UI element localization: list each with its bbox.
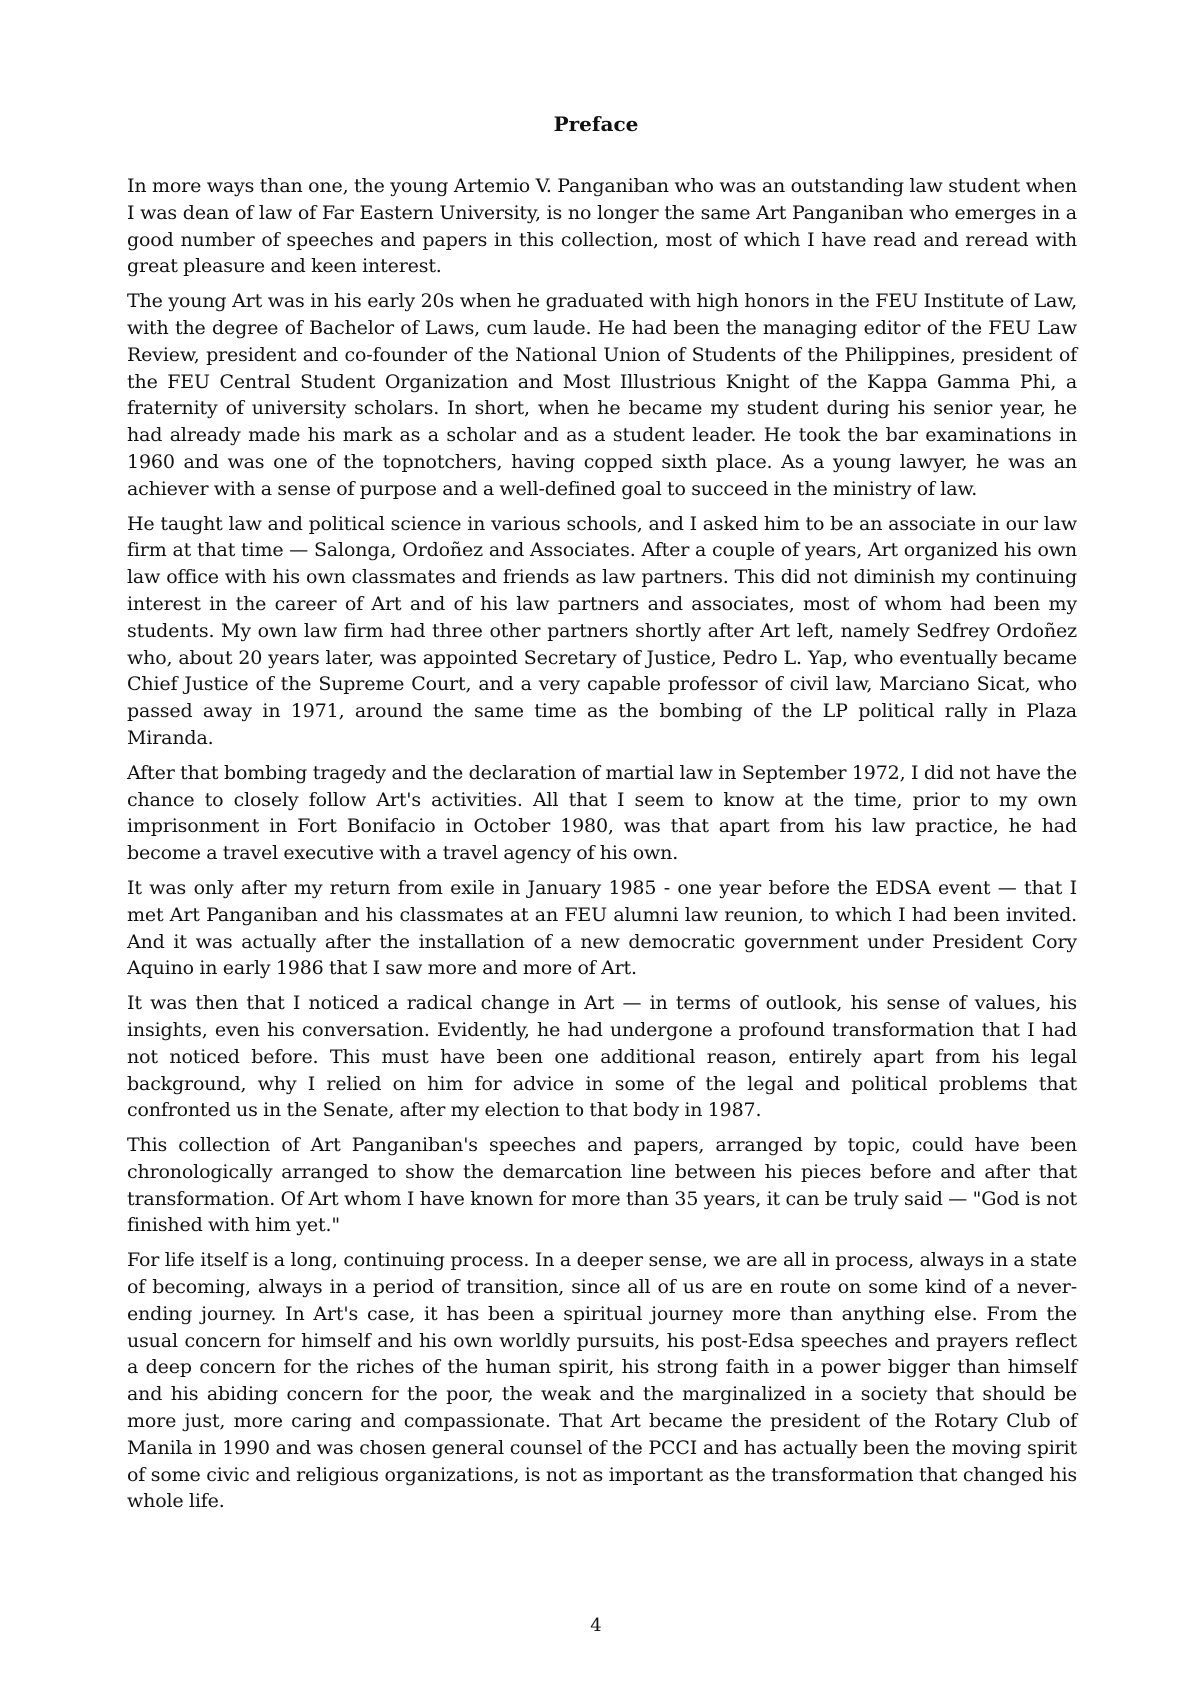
paragraph-1: In more ways than one, the young Artemio V. Panganiban who was an outstanding law student when I was dean of law of Far Eastern University, is no longer the same Art Panganiban who emerges in a good number of speeches and papers in this collection, most of which I have read and reread with great pleasure and keen interest. (127, 175, 1077, 278)
paragraph-7: This collection of Art Panganiban's speeches and papers, arranged by topic, could have been chronologically arranged to show the demarcation line between his pieces before and after that transformation. Of Art whom I have known for more than 35 years, it can be truly said — "God is not finished with him yet." (127, 1134, 1077, 1237)
paragraph-5: It was only after my return from exile in January 1985 - one year before the EDSA event — that I met Art Panganiban and his classmates at an FEU alumni law reunion, to which I had been invited. And it was actually after the installation of a new democratic government under President Cory Aquino in early 1986 that I saw more and more of Art. (127, 876, 1077, 980)
paragraph-4: After that bombing tragedy and the declaration of martial law in September 1972, I did not have the chance to closely follow Art's activities. All that I seem to know at the time, prior to my own imprisonment in Fort Bonifacio in October 1980, was that apart from his law practice, he had become a travel executive with a travel agency of his own. (127, 761, 1077, 865)
paragraph-3: He taught law and political science in various schools, and I asked him to be an associate in our law firm at that time — Salonga, Ordoñez and Associates. After a couple of years, Art organized his own law office with his own classmates and friends as law partners. This did not diminish my continuing interest in the career of Art and of his law partners and associates, most of whom had been my students. My own law firm had three other partners shortly after Art left, namely Sedfrey Ordoñez who, about 20 years later, was appointed Secretary of Justice, Pedro L. Yap, who eventually became Chief Justice of the Supreme Court, and a very capable professor of civil law, Marciano Sicat, who passed away in 1971, around the same time as the bombing of the LP political rally in Plaza Miranda. (127, 512, 1077, 749)
paragraph-8: For life itself is a long, continuing process. In a deeper sense, we are all in process, always in a state of becoming, always in a period of transition, since all of us are en route on some kind of a never-ending journey. In Art's case, it has been a spiritual journey more than anything else. From the usual concern for himself and his own worldly pursuits, his post-Edsa speeches and prayers reflect a deep concern for the riches of the human spirit, his strong faith in a power bigger than himself and his abiding concern for the poor, the weak and the marginalized in a society that should be more just, more caring and compassionate. That Art became the president of the Rotary Club of Manila in 1990 and was chosen general counsel of the PCCI and has actually been the moving spirit of some civic and religious organizations, is not as important as the transformation that changed his whole life. (127, 1249, 1077, 1513)
paragraph-6: It was then that I noticed a radical change in Art — in terms of outlook, his sense of values, his insights, even his conversation. Evidently, he had undergone a profound transformation that I had not noticed before. This must have been one additional reason, entirely apart from his legal background, why I relied on him for advice in some of the legal and political problems that confronted us in the Senate, after my election to that body in 1987. (127, 992, 1077, 1122)
paragraph-2: The young Art was in his early 20s when he graduated with high honors in the FEU Institute of Law, with the degree of Bachelor of Laws, cum laude. He had been the managing editor of the FEU Law Review, president and co-founder of the National Union of Students of the Philippines, president of the FEU Central Student Organization and Most Illustrious Knight of the Kappa Gamma Phi, a fraternity of university scholars. In short, when he became my student during his senior year, he had already made his mark as a scholar and as a student leader. He took the bar examinations in 1960 and was one of the topnotchers, having copped sixth place. As a young lawyer, he was an achiever with a sense of purpose and a well-defined goal to succeed in the ministry of law. (127, 290, 1077, 500)
document-body (127, 173, 1077, 1523)
page-number: 4 (590, 1615, 602, 1636)
page-title: Preface (553, 112, 639, 136)
